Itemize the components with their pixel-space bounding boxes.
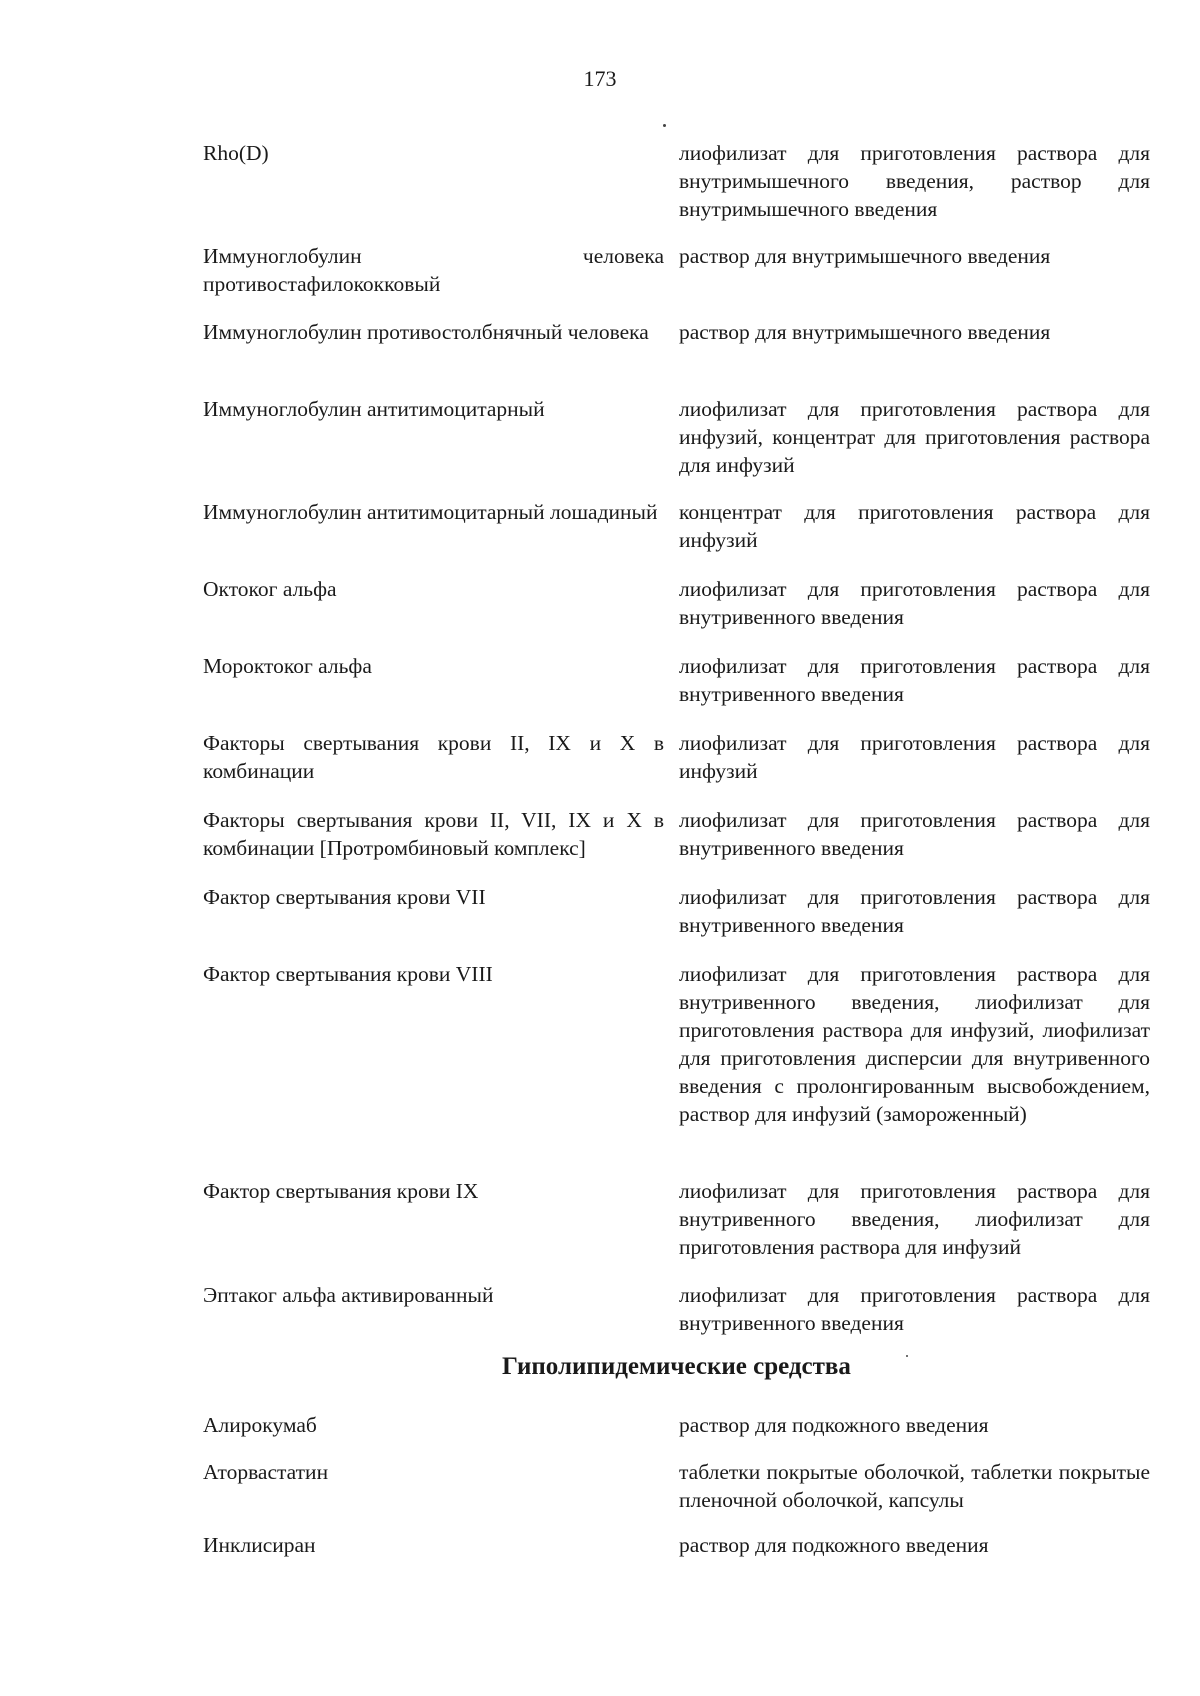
table-row <box>203 1458 1150 1514</box>
table-row <box>203 318 1150 346</box>
table-row <box>203 139 1150 223</box>
dosage-form: таблетки покрытые оболочкой, таблетки покрытые пленочной оболочкой, капсулы <box>679 1460 1150 1512</box>
page-number: 173 <box>583 66 617 91</box>
drug-name: Иммуноглобулин антитимоцитарный <box>203 397 545 421</box>
dosage-form: лиофилизат для приготовления раствора для инфузий, концентрат для приготовления раствора для инфузий <box>679 397 1150 477</box>
drug-name: Фактор свертывания крови VII <box>203 885 486 909</box>
drug-name: Октоког альфа <box>203 577 337 601</box>
drug-name: Мороктоког альфа <box>203 654 372 678</box>
table-row <box>203 729 1150 785</box>
dosage-form: лиофилизат для приготовления раствора для внутримышечного введения, раствор для внутримышечного введения <box>679 141 1150 221</box>
dosage-form: лиофилизат для приготовления раствора для внутривенного введения, лиофилизат для приготовления раствора для инфузий, лиофилизат для приготовления дисперсии для внутривенного введения с пролонгированным высвобождением, раствор для инфузий (замороженный) <box>679 962 1150 1126</box>
drug-name: Алирокумаб <box>203 1413 317 1437</box>
dosage-form: лиофилизат для приготовления раствора для внутривенного введения <box>679 808 1150 860</box>
table-row <box>203 806 1150 862</box>
drug-name: Инклисиран <box>203 1533 316 1557</box>
dosage-form: раствор для внутримышечного введения <box>679 320 1051 344</box>
dosage-form: лиофилизат для приготовления раствора для внутривенного введения, лиофилизат для приготовления раствора для инфузий <box>679 1179 1150 1259</box>
dosage-form: раствор для подкожного введения <box>679 1413 989 1437</box>
table-row <box>203 1531 1150 1559</box>
dosage-form: лиофилизат для приготовления раствора для внутривенного введения <box>679 1283 1150 1335</box>
drug-name: Факторы свертывания крови II, VII, IX и X в комбинации [Протромбиновый комплекс] <box>203 808 664 860</box>
dosage-form: концентрат для приготовления раствора для инфузий <box>679 500 1150 552</box>
drug-name: Фактор свертывания крови IX <box>203 1179 479 1203</box>
table-row <box>203 498 1150 554</box>
table-row <box>203 1281 1150 1337</box>
table-row <box>203 883 1150 939</box>
table-row <box>203 1411 1150 1439</box>
drug-name: Аторвастатин <box>203 1460 329 1484</box>
section-heading: Гиполипидемические средства <box>502 1353 851 1380</box>
dosage-form: лиофилизат для приготовления раствора для внутривенного введения <box>679 885 1150 937</box>
drug-name: Эптаког альфа активированный <box>203 1283 494 1307</box>
dosage-form: лиофилизат для приготовления раствора для внутривенного введения <box>679 577 1150 629</box>
table-row <box>203 395 1150 479</box>
scan-speck <box>663 124 666 127</box>
dosage-form: лиофилизат для приготовления раствора для внутривенного введения <box>679 654 1150 706</box>
table-row <box>203 960 1150 1128</box>
dosage-form: раствор для подкожного введения <box>679 1533 989 1557</box>
dosage-form: раствор для внутримышечного введения <box>679 244 1051 268</box>
drug-name: Иммуноглобулин человека противостафилококковый <box>203 244 664 296</box>
drug-name: Фактор свертывания крови VIII <box>203 962 493 986</box>
table-row <box>203 1177 1150 1261</box>
drug-name: Факторы свертывания крови II, IX и X в комбинации <box>203 731 664 783</box>
table-row <box>203 242 1150 298</box>
drug-name: Rho(D) <box>203 141 269 165</box>
dosage-form: лиофилизат для приготовления раствора для инфузий <box>679 731 1150 783</box>
drug-name: Иммуноглобулин антитимоцитарный лошадиный <box>203 500 658 524</box>
table-row <box>203 652 1150 708</box>
table-row <box>203 575 1150 631</box>
drug-name: Иммуноглобулин противостолбнячный человека <box>203 320 649 344</box>
